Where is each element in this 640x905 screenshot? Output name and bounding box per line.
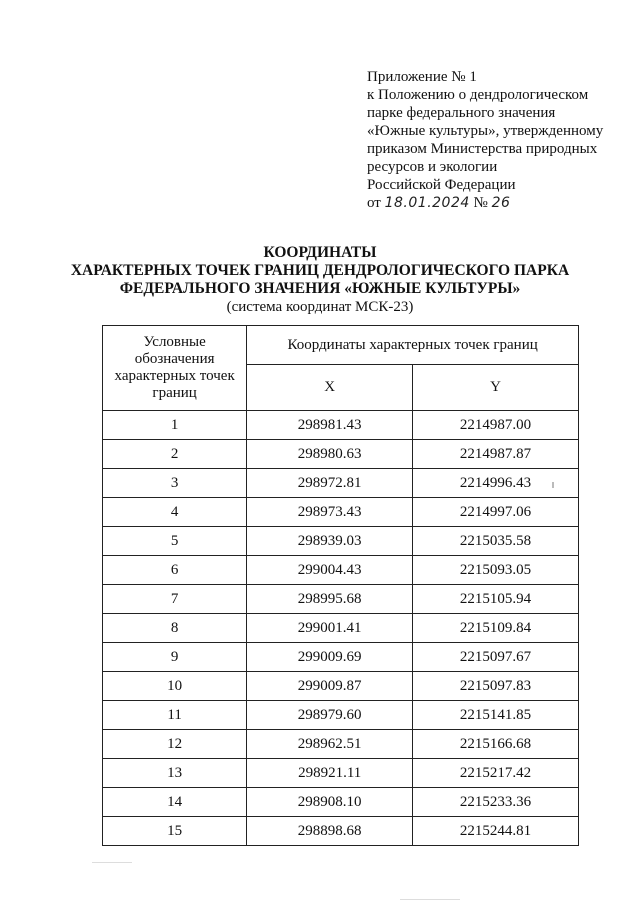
table-row [103,759,579,788]
point-label-header: Условные обозначения характерных точек границ [103,326,247,411]
x-coordinate-cell: 298908.10 [247,788,413,817]
title-subtitle: (система координат МСК-23) [226,299,414,315]
y-coordinate-cell: 2215233.36 [413,788,579,817]
table-row [103,730,579,759]
point-number-cell: 1 [103,411,247,440]
appendix-line: приказом Министерства природных [367,141,598,157]
appendix-ot: от [367,195,381,211]
y-coordinate-cell: 2215035.58 [413,527,579,556]
handwritten-number: 26 [491,195,511,211]
x-coordinate-cell: 298972.81 [247,469,413,498]
y-coordinate-cell: 2214987.87 [413,440,579,469]
table-row [103,440,579,469]
y-coordinate-cell: 2214987.00 [413,411,579,440]
point-number-cell: 15 [103,817,247,846]
appendix-line: «Южные культуры», утвержденному [367,123,604,139]
table-row [103,788,579,817]
appendix-line: Российской Федерации [367,177,516,193]
x-coordinate-cell: 298973.43 [247,498,413,527]
x-coordinate-cell: 298939.03 [247,527,413,556]
point-number-cell: 9 [103,643,247,672]
point-number-cell: 5 [103,527,247,556]
x-coordinate-cell: 298980.63 [247,440,413,469]
table-row [103,643,579,672]
x-header: X [247,365,413,411]
x-coordinate-cell: 298981.43 [247,411,413,440]
y-coordinate-cell: 2215166.68 [413,730,579,759]
y-coordinate-cell: 2215093.05 [413,556,579,585]
y-coordinate-cell: 2215109.84 [413,614,579,643]
point-number-cell: 14 [103,788,247,817]
table-row [103,672,579,701]
number-sign: № [473,195,488,211]
y-coordinate-cell: 2215141.85 [413,701,579,730]
point-number-cell: 8 [103,614,247,643]
point-number-cell: 10 [103,672,247,701]
table-row [103,527,579,556]
point-number-cell: 6 [103,556,247,585]
title-line-3: ФЕДЕРАЛЬНОГО ЗНАЧЕНИЯ «ЮЖНЫЕ КУЛЬТУРЫ» [119,280,521,297]
y-coordinate-cell: 2215105.94 [413,585,579,614]
title-line-2: ХАРАКТЕРНЫХ ТОЧЕК ГРАНИЦ ДЕНДРОЛОГИЧЕСКОГО ПАРКА [70,262,570,279]
coordinates-table-body [103,411,579,846]
document-title [60,244,580,316]
x-coordinate-cell: 298898.68 [247,817,413,846]
scan-line [92,862,132,863]
y-coordinate-cell: 2215097.83 [413,672,579,701]
y-coordinate-cell: 2215244.81 [413,817,579,846]
table-row [103,411,579,440]
x-coordinate-cell: 298995.68 [247,585,413,614]
x-coordinate-cell: 299009.69 [247,643,413,672]
table-row [103,469,579,498]
point-number-cell: 2 [103,440,247,469]
x-coordinate-cell: 299001.41 [247,614,413,643]
appendix-line: ресурсов и экологии [367,159,498,175]
table-row [103,817,579,846]
coordinates-table [102,325,579,846]
x-coordinate-cell: 298979.60 [247,701,413,730]
x-coordinate-cell: 299009.87 [247,672,413,701]
appendix-line: к Положению о дендрологическом [367,87,589,103]
table-row [103,701,579,730]
y-coordinate-cell: 2214997.06 [413,498,579,527]
appendix-line: Приложение № 1 [367,69,477,85]
y-coordinate-cell: 2215097.67 [413,643,579,672]
point-number-cell: 11 [103,701,247,730]
scan-speck [552,482,554,488]
scan-line [400,899,460,900]
point-number-cell: 3 [103,469,247,498]
point-number-cell: 7 [103,585,247,614]
point-number-cell: 12 [103,730,247,759]
handwritten-date: 18.01.2024 [384,195,470,211]
x-coordinate-cell: 299004.43 [247,556,413,585]
table-row [103,614,579,643]
appendix-line: парке федерального значения [367,105,556,121]
y-coordinate-cell: 2214996.43 [413,469,579,498]
table-row [103,585,579,614]
table-row [103,498,579,527]
title-line-1: КООРДИНАТЫ [263,244,377,261]
x-coordinate-cell: 298962.51 [247,730,413,759]
table-row [103,556,579,585]
y-coordinate-cell: 2215217.42 [413,759,579,788]
x-coordinate-cell: 298921.11 [247,759,413,788]
appendix-date-line [367,194,627,212]
point-number-cell: 4 [103,498,247,527]
y-header: Y [413,365,579,411]
appendix-block [367,68,627,212]
point-number-cell: 13 [103,759,247,788]
coordinates-group-header: Координаты характерных точек границ [247,326,579,365]
